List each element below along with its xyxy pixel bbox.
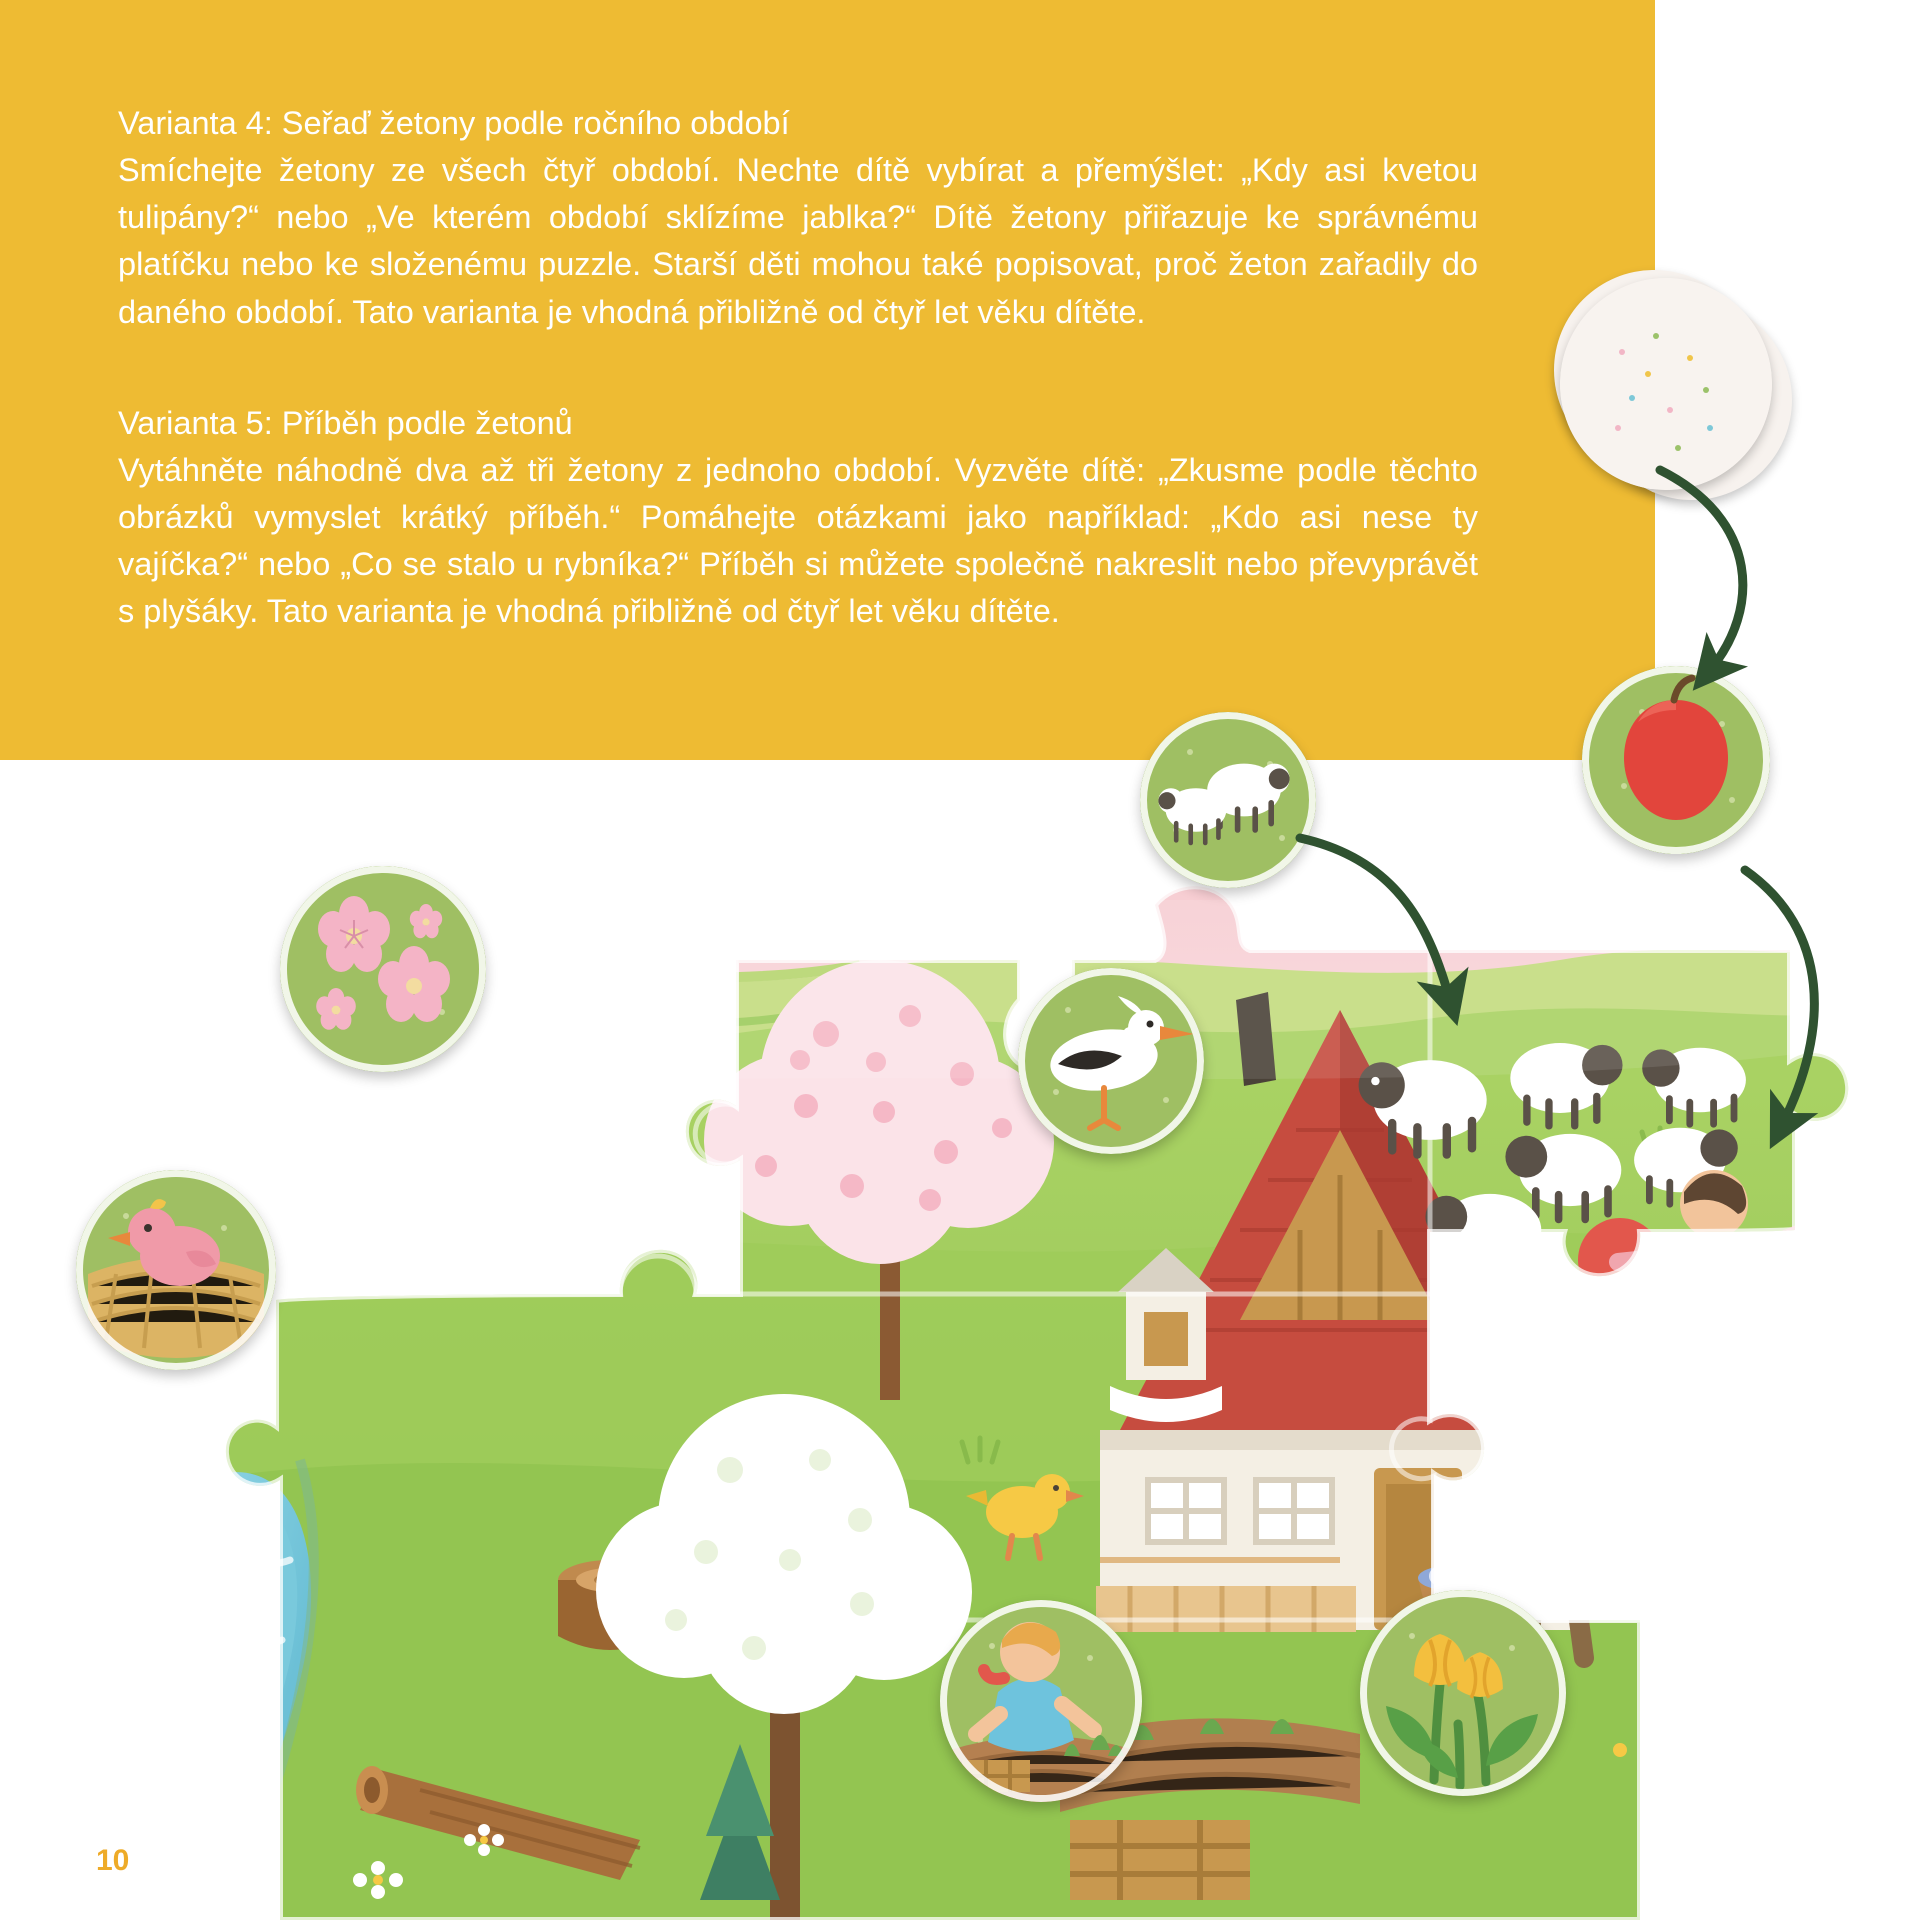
variant-4-block [118, 100, 1478, 336]
token-apple[interactable] [1582, 666, 1770, 854]
token-chick-nest-art [76, 1170, 276, 1370]
blank-token-stack-front [1560, 278, 1772, 490]
text-column [118, 100, 1478, 635]
text-panel [0, 0, 1655, 760]
variant-5-body: Vytáhněte náhodně dva až tři žetony z jednoho období. Vyzvěte dítě: „Zkusme podle těchto obrázků vymyslet krátký příběh.“ Pomáhejte otázkami jako například: „Kdo asi nese ty vajíčka?“ nebo „Co se stalo u rybníka?“ Příběh si můžete společně nakreslit nebo převyprávět s plyšáky. Tato varianta je vhodná přibližně od čtyř let věku dítěte. [118, 451, 1478, 630]
blank-token-speckles [1560, 278, 1772, 490]
token-tulips[interactable] [1360, 1590, 1566, 1796]
token-blossoms-art [280, 866, 486, 1072]
token-sheep[interactable] [1140, 712, 1316, 888]
token-sheep-art [1140, 712, 1316, 888]
page-number: 10 [96, 1844, 130, 1877]
token-gardener-child[interactable] [940, 1600, 1142, 1802]
token-apple-art [1582, 666, 1770, 854]
variant-4-heading: Varianta 4: Seřaď žetony podle ročního období [118, 105, 790, 141]
variant-5-heading: Varianta 5: Příběh podle žetonů [118, 404, 573, 441]
variant-4-body: Smíchejte žetony ze všech čtyř období. Nechte dítě vybírat a přemýšlet: „Kdy asi kvetou tulipány?“ nebo „Ve kterém období sklízíme jablka?“ Dítě žetony přiřazuje ke správnému platíčku nebo ke složenému puzzle. Starší děti mohou také popisovat, proč žeton zařadily do daného období. Tato varianta je vhodná přibližně od čtyř let věku dítěte. [118, 152, 1478, 330]
token-chick-nest[interactable] [76, 1170, 276, 1370]
token-stork-art [1018, 968, 1204, 1154]
token-gardener-child-art [940, 1600, 1142, 1802]
token-stork[interactable] [1018, 968, 1204, 1154]
token-blossoms[interactable] [280, 866, 486, 1072]
token-tulips-art [1360, 1590, 1566, 1796]
variant-5-block [118, 400, 1478, 636]
